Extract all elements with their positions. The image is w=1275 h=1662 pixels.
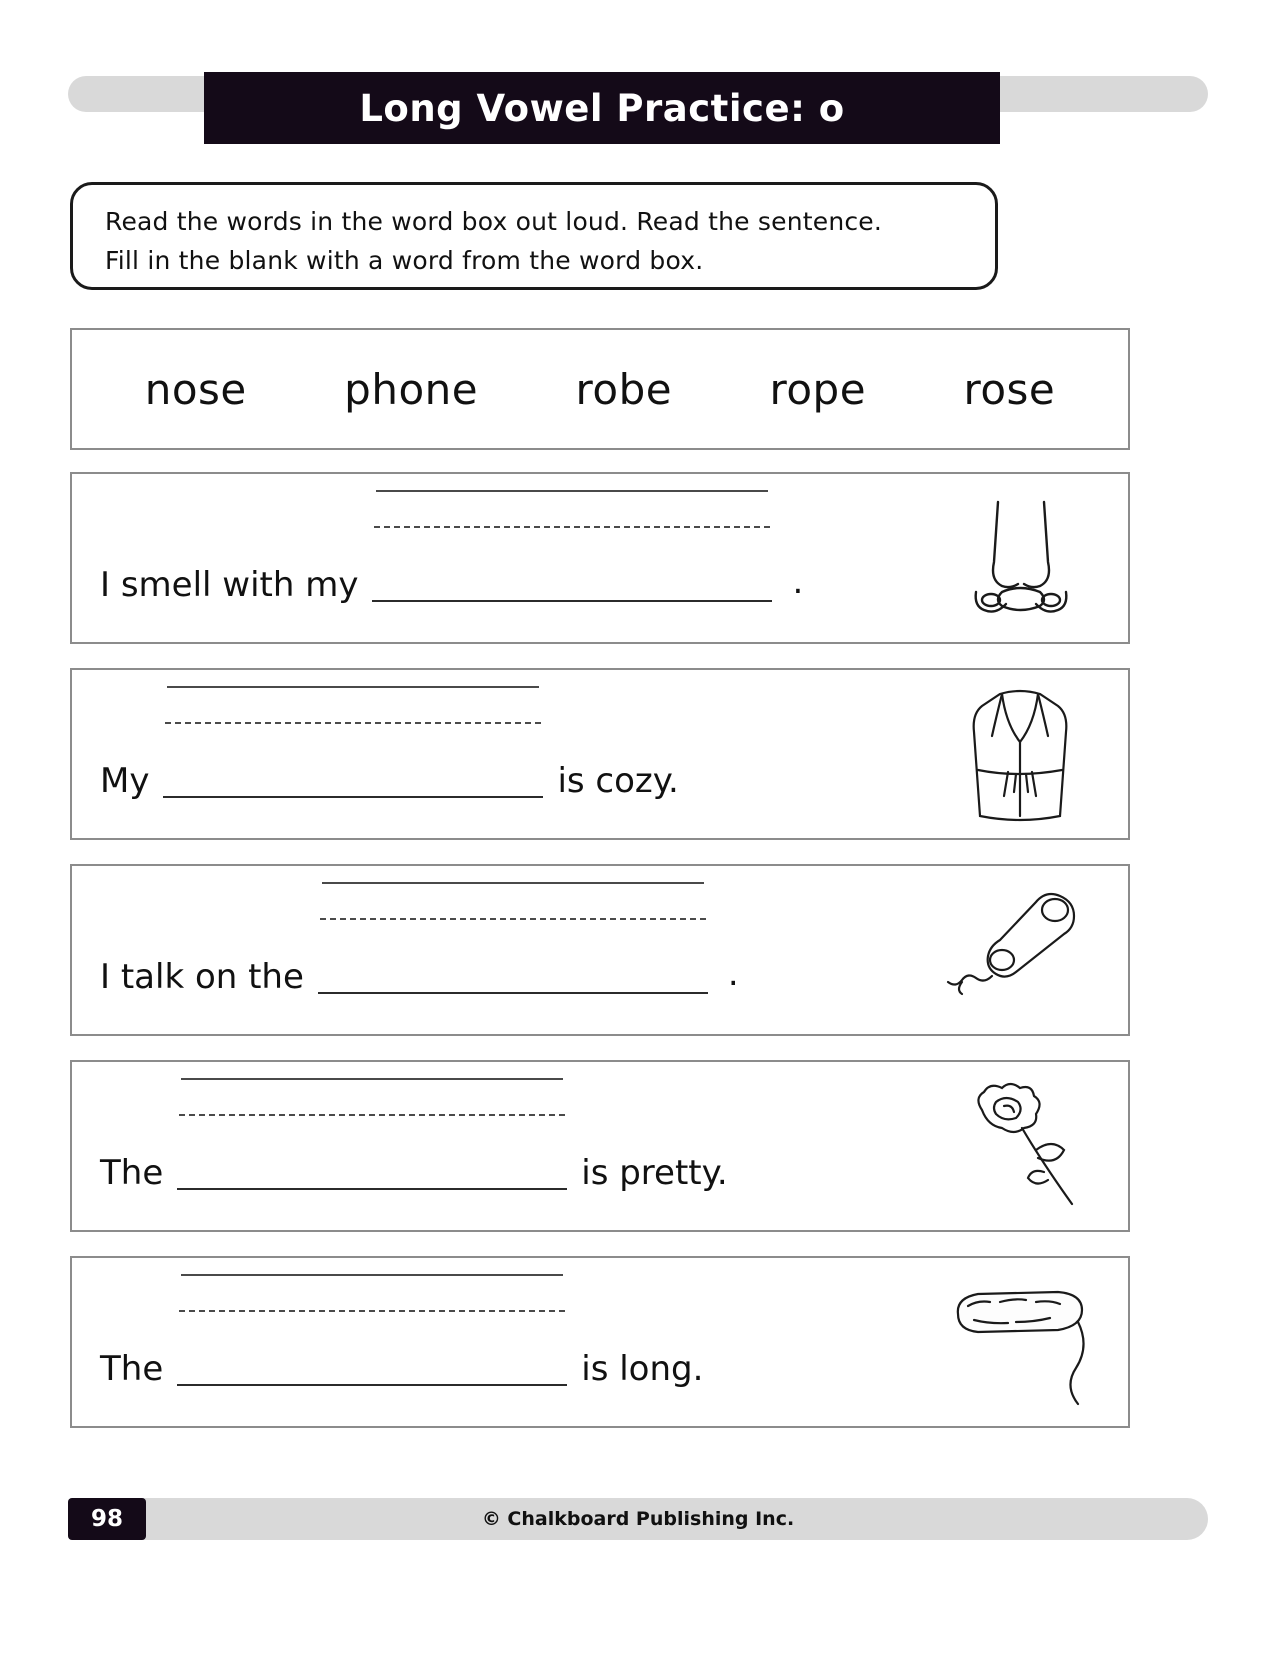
copyright-text: © Chalkboard Publishing Inc.	[481, 1508, 795, 1530]
word-box-item: rope	[769, 364, 867, 414]
header-title-box	[204, 72, 1000, 144]
guide-line-top	[167, 686, 539, 688]
word-box-item: phone	[344, 364, 479, 414]
sentence-text-after: is pretty.	[581, 1153, 728, 1193]
sentence-2	[100, 754, 679, 800]
page-number: 98	[90, 1506, 123, 1532]
word-box	[70, 328, 1130, 450]
exercise-row	[70, 668, 1130, 840]
sentence-1	[100, 558, 803, 604]
rope-illustration	[940, 1272, 1100, 1416]
word-box-item: rose	[963, 364, 1056, 414]
writing-line	[177, 1384, 567, 1386]
sentence-text-after: is long.	[581, 1349, 704, 1389]
sentence-4	[100, 1146, 728, 1192]
page-footer	[68, 1498, 1208, 1540]
writing-line	[372, 600, 772, 602]
exercise-row	[70, 1060, 1130, 1232]
instructions-line-1: Read the words in the word box out loud. Read the sentence.	[105, 207, 883, 236]
answer-blank-5[interactable]	[177, 1342, 567, 1388]
answer-blank-4[interactable]	[177, 1146, 567, 1192]
word-box-item: nose	[144, 364, 247, 414]
answer-blank-2[interactable]	[163, 754, 543, 800]
sentence-text-after: is cozy.	[557, 761, 679, 801]
sentence-5	[100, 1342, 703, 1388]
sentence-period: .	[792, 562, 804, 602]
sentence-text-before: I talk on the	[100, 957, 304, 997]
instructions-box	[70, 182, 998, 290]
guide-line-dashed	[374, 526, 770, 528]
guide-line-dashed	[179, 1114, 565, 1116]
writing-line	[163, 796, 543, 798]
writing-line	[318, 992, 708, 994]
guide-line-dashed	[179, 1310, 565, 1312]
exercise-row	[70, 472, 1130, 644]
exercise-row	[70, 1256, 1130, 1428]
sentence-text-before: The	[100, 1349, 164, 1389]
page-title: Long Vowel Practice: o	[359, 86, 845, 130]
guide-line-dashed	[320, 918, 706, 920]
sentence-text-before: The	[100, 1153, 164, 1193]
page-header	[68, 72, 1208, 144]
phone-illustration	[940, 880, 1100, 1024]
guide-line-top	[376, 490, 768, 492]
answer-blank-1[interactable]	[372, 558, 772, 604]
word-box-item: robe	[575, 364, 673, 414]
nose-illustration	[940, 488, 1100, 632]
guide-line-top	[181, 1274, 563, 1276]
guide-line-dashed	[165, 722, 541, 724]
instructions-line-2: Fill in the blank with a word from the word box.	[105, 245, 704, 275]
writing-line	[177, 1188, 567, 1190]
rose-illustration	[940, 1076, 1100, 1220]
answer-blank-3[interactable]	[318, 950, 708, 996]
page-number-badge	[68, 1498, 146, 1540]
exercise-row	[70, 864, 1130, 1036]
guide-line-top	[322, 882, 704, 884]
robe-illustration	[940, 684, 1100, 828]
guide-line-top	[181, 1078, 563, 1080]
sentence-text-before: My	[100, 761, 150, 801]
sentence-period: .	[727, 954, 739, 994]
sentence-text-before: I smell with my	[100, 565, 359, 605]
sentence-3	[100, 950, 739, 996]
